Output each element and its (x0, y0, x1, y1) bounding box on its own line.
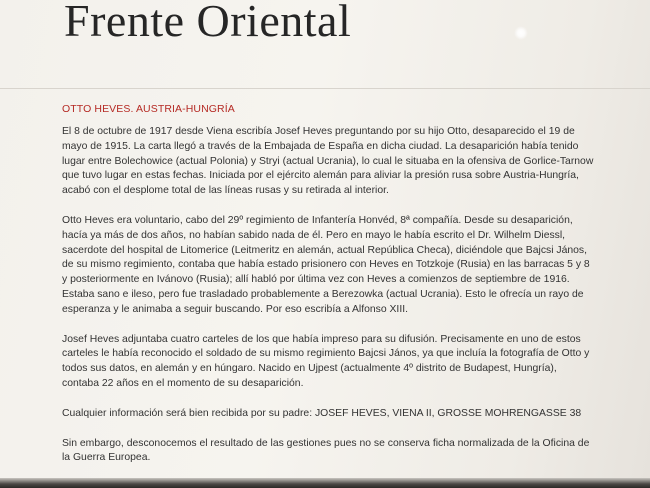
paragraph-3: Josef Heves adjuntaba cuatro carteles de los que había impreso para su difusión. Precisamente en uno de estos carteles le había reconocido el soldado de su mismo regimiento Bajcsi János, ya que incluía la fotografía de Otto y todos sus datos, en alemán y en húngaro. Nacido en Ujpest (actualmente 4º distrito de Budapest, Hungría), contaba 22 años en el momento de su desaparición. (62, 333, 590, 389)
paragraph-2: Otto Heves era voluntario, cabo del 29º regimiento de Infantería Honvéd, 8ª compañía. Desde su desaparición, hacía ya más de dos años, no habían sabido nada de él. Pero en mayo le había escrito el Dr. Wilhelm Diessl, sacerdote del hospital de Litomerice (Leitmeritz en alemán, actual República Checa), diciéndole que Bajcsi János, de su mismo regimiento, contaba que había estado prisionero con Heves en Totzkoje (Rusia) en las barracas 5 y 8 y posteriormente en Ivánovo (Rusia); allí habló por última vez con Heves a comienzos de septiembre de 1916. Estaba sano e ileso, pero fue trasladado probablemente a Berezowka (actual Ucrania). Esto le ofrecía un rayo de esperanza y le animaba a seguir buscando. Por eso escribía a Alfonso XIII. (62, 214, 590, 315)
section-subtitle: OTTO HEVES. AUSTRIA-HUNGRÍA (62, 103, 235, 115)
article-body (62, 125, 594, 481)
paragraph-4: Cualquier información será bien recibida por su padre: JOSEF HEVES, VIENA II, GROSSE MOHRENGASSE 38 (62, 407, 582, 419)
monitor-bezel (0, 478, 650, 488)
paragraph-5: Sin embargo, desconocemos el resultado de las gestiones pues no se conserva ficha normalizada de la Oficina de la Guerra Europea. (62, 437, 590, 464)
screen-glare (514, 26, 528, 40)
paragraph-1: El 8 de octubre de 1917 desde Viena escribía Josef Heves preguntando por su hijo Otto, desaparecido el 19 de mayo de 1915. La carta llegó a través de la Embajada de España en dicha ciudad. La desaparición había tenido lugar entre Bolechowice (actual Polonia) y Stryi (actual Ucrania), lo cual le situaba en la ofensiva de Gorlice-Tarnow que tuvo lugar en estas fechas. Iniciada por el ejército alemán para aliviar la presión rusa sobre Austria-Hungría, acabó con el desplome total de las líneas rusas y su retirada al interior. (62, 126, 594, 197)
page-title: Frente Oriental (64, 0, 352, 46)
title-divider (0, 88, 650, 89)
